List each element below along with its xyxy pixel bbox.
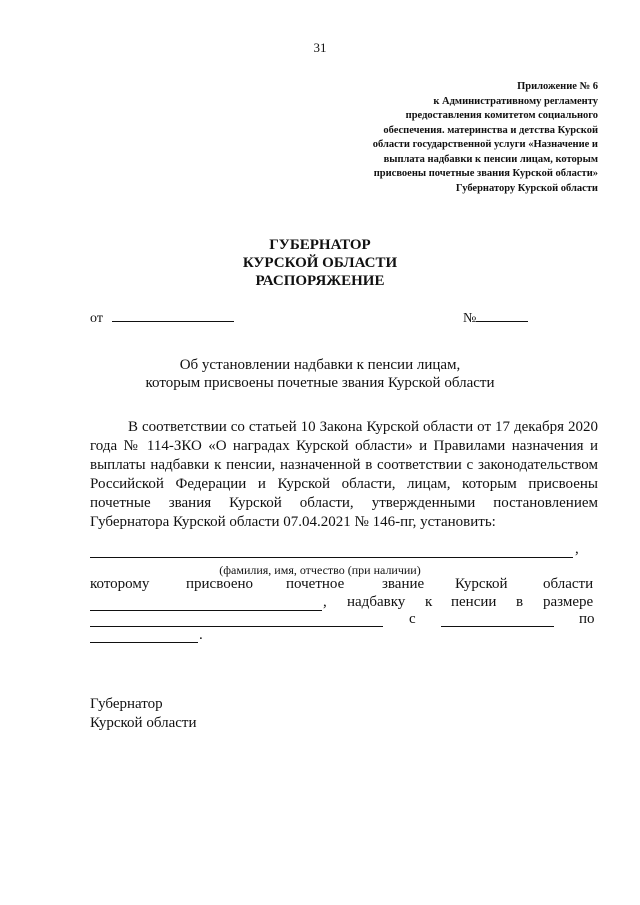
subject-line: которым присвоены почетные звания Курской области: [145, 375, 495, 391]
appendix-line: присвоены почетные звания Курской области»: [373, 168, 598, 179]
page-number: 31: [313, 40, 327, 55]
row2-word: к: [425, 594, 433, 610]
row1-word: звание: [382, 576, 425, 592]
appendix-line: Приложение № 6: [517, 81, 598, 92]
appendix-line: обеспечения. материнства и детства Курской: [383, 124, 598, 136]
signature-block: [90, 695, 196, 733]
fio-blank: [90, 557, 573, 558]
document-subject: [0, 356, 640, 392]
appendix-line: области государственной услуги «Назначение и: [372, 139, 598, 150]
number-blank: [476, 308, 528, 322]
appendix-line: к Административному регламенту: [433, 95, 598, 107]
heading-order: РАСПОРЯЖЕНИЕ: [255, 273, 385, 289]
row2-word: пенсии: [451, 594, 497, 610]
number-field: [463, 308, 528, 327]
row3-to: по: [579, 611, 595, 627]
signature-region: Курской области: [90, 715, 197, 731]
row3-from: с: [409, 611, 416, 627]
end-period: .: [199, 627, 203, 643]
subject-line: Об установлении надбавки к пенсии лицам,: [179, 357, 461, 373]
start-date-blank: [441, 626, 554, 627]
appendix-line: предоставления комитетом социального: [405, 110, 598, 121]
document-heading: [0, 236, 640, 290]
date-label: от: [90, 311, 103, 326]
number-label: №: [463, 311, 477, 326]
title-blank: [90, 610, 322, 611]
signature-title: Губернатор: [90, 696, 163, 712]
row1-word: области: [543, 576, 594, 592]
appendix-line: выплата надбавки к пенсии лицам, которым: [383, 153, 598, 165]
date-field: [90, 308, 234, 327]
appendix-line: Губернатору Курской области: [455, 182, 598, 194]
row1-word: которому: [90, 576, 150, 592]
end-date-blank: [90, 642, 198, 643]
fio-caption: (фамилия, имя, отчество (при наличии): [219, 563, 421, 577]
body-paragraph: В соответствии со статьей 10 Закона Курской области от 17 декабря 2020 года № 114-ЗКО «О наградах Курской области» и Правилами назначения и выплаты надбавки к пенсии, назначенной в соответствии с законодательством Российской Федерации и Курской области, лицам, которым присвоены почетные звания Курской области, утвержденными постановлением Губернатора Курской области 07.04.2021 № 146-пг, установить:: [90, 419, 598, 530]
fio-comma: ,: [575, 541, 579, 557]
row2-comma: ,: [323, 594, 327, 610]
row2-word: размере: [543, 594, 594, 610]
amount-blank: [90, 626, 383, 627]
row1-word: присвоено: [186, 576, 254, 592]
heading-region: КУРСКОЙ ОБЛАСТИ: [242, 255, 398, 271]
row2-word: надбавку: [347, 594, 406, 610]
row1-word: Курской: [455, 576, 508, 592]
row2-word: в: [516, 594, 524, 610]
heading-governor: ГУБЕРНАТОР: [269, 237, 371, 253]
row1-word: почетное: [286, 576, 345, 592]
appendix-block: [298, 80, 598, 196]
date-blank: [112, 308, 234, 322]
